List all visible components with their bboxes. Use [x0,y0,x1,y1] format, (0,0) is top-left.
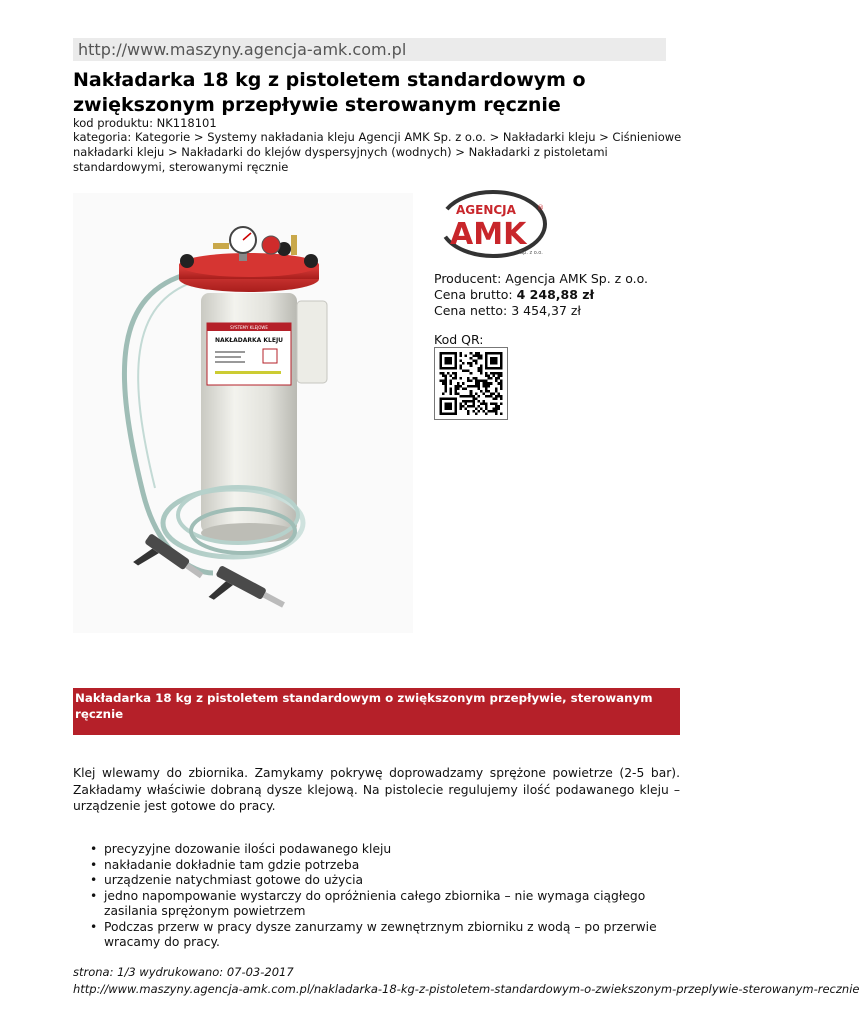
category-path[interactable]: Kategorie > Systemy nakładania kleju Agencji AMK Sp. z o.o. > Nakładarki kleju > Ciśnieniowe nakładarki kleju > Nakładarki do klejów dyspersyjnych (wodnych) > Nakładarki z pistoletami standardowymi, sterowanymi ręcznie [73,130,682,174]
site-url[interactable]: http://www.maszyny.agencja-amk.com.pl [73,38,666,61]
footer-url[interactable]: http://www.maszyny.agencja-amk.com.pl/nakladarka-18-kg-z-pistoletem-standardowym-o-zwiekszonym-przeplywie-sterowanym-recznie [73,982,859,996]
agencja-amk-logo [438,184,553,266]
feature-item: • urządzenie natychmiast gotowe do użycia [104,873,684,889]
product-code [73,116,217,130]
footer-page-info: strona: 1/3 wydrukowano: 07-03-2017 [73,965,294,979]
net-price-value: 3 454,37 zł [511,303,581,318]
page-title: Nakładarka 18 kg z pistoletem standardowym o zwiększonym przepływie sterowanym ręcznie [73,69,586,116]
net-price-line [434,303,581,319]
product-description: Klej wlewamy do zbiornika. Zamykamy pokrywę doprowadzamy sprężone powietrze (2-5 bar). Zakładamy właściwie dobraną dysze klejową. Na pistolecie regulujemy ilość podawanego kleju – urządzenie jest gotowe do pracy. [73,766,680,813]
producer-label: Producent: [434,271,502,286]
category-breadcrumb [73,130,683,175]
product-code-label: kod produktu: [73,116,153,130]
feature-list [104,842,684,951]
feature-item: • jedno napompowanie wystarczy do opróżnienia całego zbiornika – nie wymaga ciągłego zasilania sprężonym powietrzem [104,889,684,920]
tank-label-small: SYSTEMY KLEJOWE [230,325,268,330]
net-price-label: Cena netto: [434,303,508,318]
qr-finder [440,397,458,415]
qr-finder [485,352,503,370]
qr-code-icon [439,352,503,415]
logo-line1: AGENCJA [456,203,516,217]
product-banner: Nakładarka 18 kg z pistoletem standardowym o zwiększonym przepływie, sterowanym ręcznie [73,688,680,735]
logo-line3: Sp. z o.o. [520,250,543,256]
product-code-value: NK118101 [156,116,217,130]
gross-price-value: 4 248,88 zł [516,287,595,302]
category-label: kategoria: [73,130,132,144]
tank-label-title: NAKŁADARKA KLEJU [214,337,284,344]
logo-line2: AMK [450,217,527,252]
gross-price-line [434,287,594,303]
producer-value: Agencja AMK Sp. z o.o. [505,271,649,286]
logo-registered: ® [537,204,544,212]
producer-line [434,271,648,287]
product-image [73,193,413,633]
feature-item: • nakładanie dokładnie tam gdzie potrzeba [104,858,684,874]
qr-code[interactable] [434,347,508,420]
feature-item: • precyzyjne dozowanie ilości podawanego kleju [104,842,684,858]
gross-price-label: Cena brutto: [434,287,513,302]
qr-code-label: Kod QR: [434,332,484,347]
qr-finder [440,352,458,370]
feature-item: • Podczas przerw w pracy dysze zanurzamy w zewnętrznym zbiorniku z wodą – po przerwie wracamy do pracy. [104,920,684,951]
